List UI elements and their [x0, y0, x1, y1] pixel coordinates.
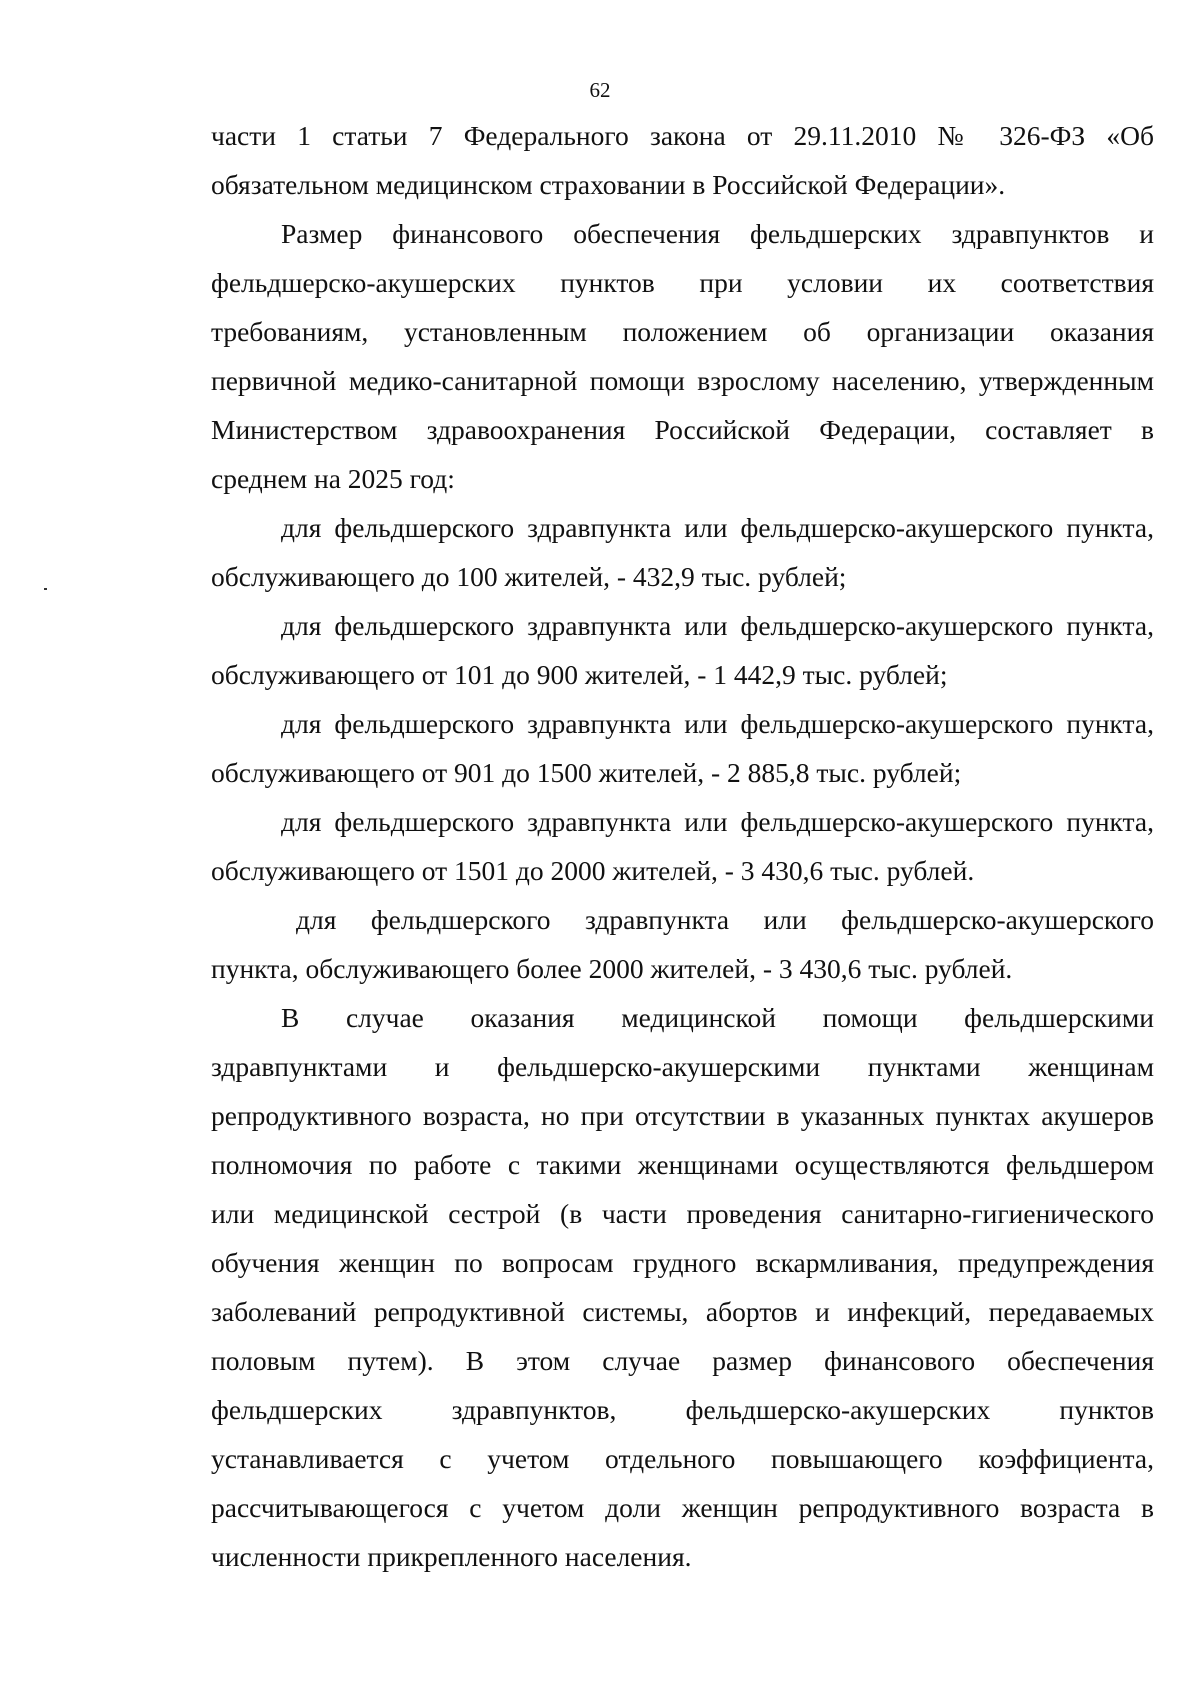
- text-line: для фельдшерского здравпункта или фельдшерско-акушерского: [296, 904, 1154, 935]
- text-line: обслуживающего до 100 жителей, - 432,9 тыс. рублей;: [211, 561, 847, 592]
- text-line: обязательном медицинском страховании в Российской Федерации».: [211, 169, 1006, 200]
- text-line: обслуживающего от 1501 до 2000 жителей, - 3 430,6 тыс. рублей.: [211, 855, 975, 886]
- paragraph-p5: [211, 699, 1154, 797]
- text-line: В случае оказания медицинской помощи фельдшерскими: [281, 1002, 1154, 1033]
- text-line: для фельдшерского здравпункта или фельдшерско-акушерского пункта,: [281, 708, 1154, 739]
- scan-mark: [44, 588, 47, 590]
- text-line: обучения женщин по вопросам грудного вскармливания, предупреждения: [211, 1247, 1154, 1278]
- paragraph-p2: [211, 209, 1154, 503]
- text-line: полномочия по работе с такими женщинами осуществляются фельдшером: [211, 1149, 1154, 1180]
- paragraph-p1: [211, 111, 1154, 209]
- text-line: Размер финансового обеспечения фельдшерских здравпунктов и: [281, 218, 1154, 249]
- paragraph-p8: [211, 993, 1154, 1581]
- text-line: для фельдшерского здравпункта или фельдшерско-акушерского пункта,: [281, 806, 1154, 837]
- text-line: обслуживающего от 101 до 900 жителей, - 1 442,9 тыс. рублей;: [211, 659, 948, 690]
- text-line: для фельдшерского здравпункта или фельдшерско-акушерского пункта,: [281, 610, 1154, 641]
- text-line: первичной медико-санитарной помощи взрослому населению, утвержденным: [211, 365, 1154, 396]
- text-line: половым путем). В этом случае размер финансового обеспечения: [211, 1345, 1154, 1376]
- text-line: численности прикрепленного населения.: [211, 1541, 692, 1572]
- text-line: Министерством здравоохранения Российской Федерации, составляет в: [211, 414, 1154, 445]
- text-line: рассчитывающегося с учетом доли женщин репродуктивного возраста в: [211, 1492, 1154, 1523]
- paragraph-p6: [211, 797, 1154, 895]
- text-line: здравпунктами и фельдшерско-акушерскими пунктами женщинам: [211, 1051, 1154, 1082]
- paragraph-p7: [211, 895, 1154, 993]
- text-line: среднем на 2025 год:: [211, 463, 455, 494]
- page-number: 62: [589, 78, 611, 102]
- text-line: части 1 статьи 7 Федерального закона от 29.11.2010 № 326-ФЗ «Об: [211, 120, 1154, 151]
- text-line: или медицинской сестрой (в части проведения санитарно-гигиенического: [211, 1198, 1154, 1229]
- text-line: репродуктивного возраста, но при отсутствии в указанных пунктах акушеров: [211, 1100, 1154, 1131]
- text-line: заболеваний репродуктивной системы, абортов и инфекций, передаваемых: [211, 1296, 1154, 1327]
- paragraph-p3: [211, 503, 1154, 601]
- text-line: фельдшерских здравпунктов, фельдшерско-акушерских пунктов: [211, 1394, 1154, 1425]
- text-line: пункта, обслуживающего более 2000 жителей, - 3 430,6 тыс. рублей.: [211, 953, 1013, 984]
- text-line: для фельдшерского здравпункта или фельдшерско-акушерского пункта,: [281, 512, 1154, 543]
- paragraph-p4: [211, 601, 1154, 699]
- document-body: [211, 111, 1154, 1581]
- text-line: требованиям, установленным положением об организации оказания: [211, 316, 1154, 347]
- text-line: фельдшерско-акушерских пунктов при условии их соответствия: [211, 267, 1154, 298]
- text-line: обслуживающего от 901 до 1500 жителей, - 2 885,8 тыс. рублей;: [211, 757, 962, 788]
- text-line: устанавливается с учетом отдельного повышающего коэффициента,: [211, 1443, 1154, 1474]
